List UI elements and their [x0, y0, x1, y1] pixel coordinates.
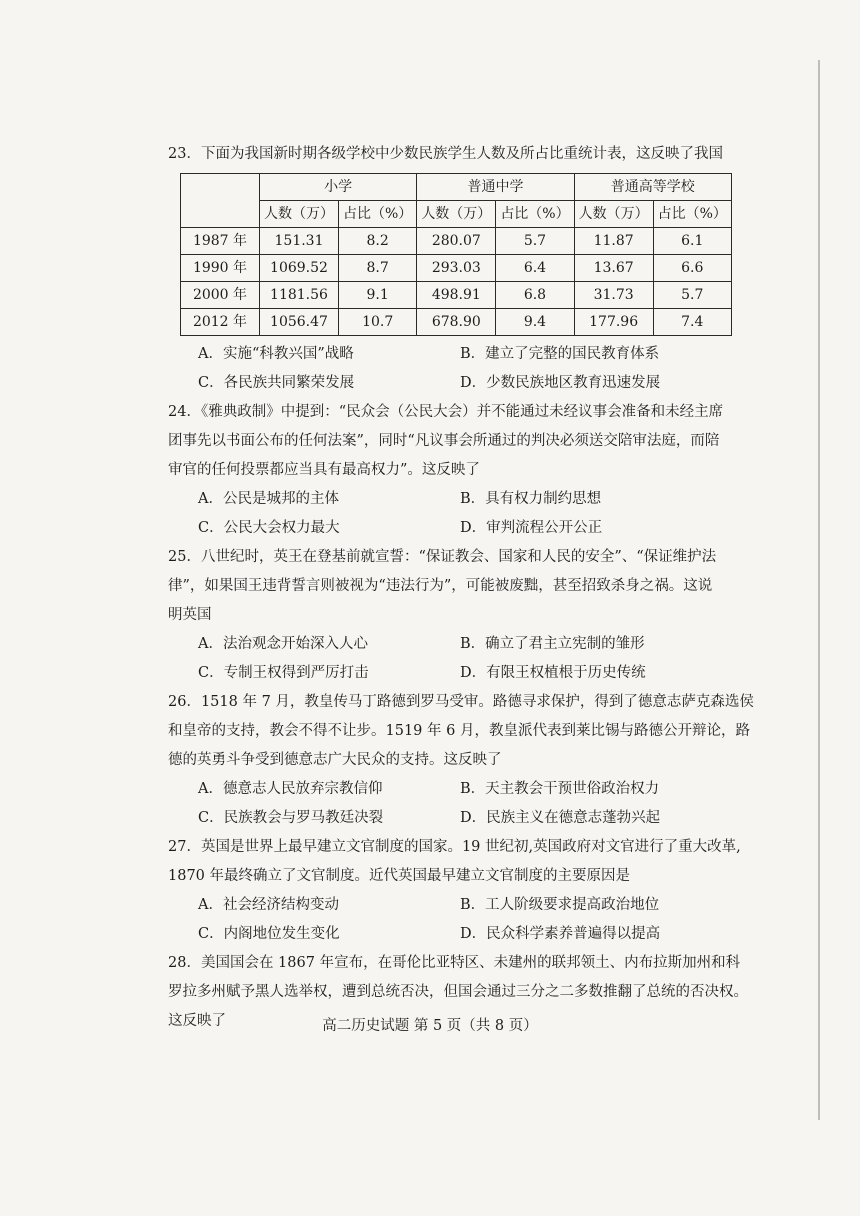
table-subheader: 人数（万）	[417, 201, 496, 228]
table-cell: 498.91	[417, 282, 496, 309]
q27-options	[198, 891, 748, 949]
q28-stem-line: 28．美国国会在 1867 年宣布，在哥伦比亚特区、未建州的联邦领土、内布拉斯加州和科	[168, 955, 741, 971]
option-d: D．少数民族地区教育迅速发展	[460, 375, 661, 391]
option-a: A．社会经济结构变动	[198, 897, 339, 913]
table-group-header: 普通中学	[417, 174, 574, 201]
q27-stem-line: 27．英国是世界上最早建立文官制度的国家。19 世纪初,英国政府对文官进行了重大改革,	[168, 839, 741, 855]
option-b: B．具有权力制约思想	[460, 491, 602, 507]
table-header-row	[181, 174, 732, 201]
table-cell: 177.96	[574, 309, 653, 336]
table-cell: 6.4	[496, 255, 574, 282]
table-cell: 1990 年	[181, 255, 260, 282]
page-edge-line	[818, 60, 820, 1120]
table-subheader-row	[181, 201, 732, 228]
q23-options	[198, 340, 748, 398]
q26-stem-line: 德的英勇斗争受到德意志广大民众的支持。这反映了	[168, 752, 502, 768]
table-cell: 31.73	[574, 282, 653, 309]
table-cell: 5.7	[653, 282, 731, 309]
table-subheader: 人数（万）	[260, 201, 339, 228]
q27-stem-line: 1870 年最终确立了文官制度。近代英国最早建立文官制度的主要原因是	[168, 868, 631, 884]
table-row	[181, 255, 732, 282]
questions-area	[168, 140, 754, 1036]
table-cell: 1056.47	[260, 309, 339, 336]
table-row	[181, 282, 732, 309]
table-row	[181, 309, 732, 336]
option-a: A．法治观念开始深入人心	[198, 636, 368, 652]
table-cell: 6.8	[496, 282, 574, 309]
table-cell: 6.1	[653, 228, 731, 255]
table-cell: 5.7	[496, 228, 574, 255]
table-cell: 6.6	[653, 255, 731, 282]
q28-stem-line: 罗拉多州赋予黑人选举权，遭到总统否决，但国会通过三分之二多数推翻了总统的否决权。	[168, 984, 748, 1000]
table-cell: 280.07	[417, 228, 496, 255]
option-c: C．民族教会与罗马教廷决裂	[198, 810, 384, 826]
option-c: C．专制王权得到严厉打击	[198, 665, 369, 681]
option-b: B．工人阶级要求提高政治地位	[460, 897, 660, 913]
q26-options	[198, 775, 748, 833]
table-cell: 13.67	[574, 255, 653, 282]
table-cell: 8.2	[339, 228, 417, 255]
table-cell: 9.4	[496, 309, 574, 336]
table-subheader: 占比（%）	[496, 201, 574, 228]
table-group-header: 小学	[260, 174, 417, 201]
q24-stem-line: 24．《雅典政制》中提到：“民众会（公民大会）并不能通过未经议事会准备和未经主席	[168, 404, 724, 420]
table-cell: 151.31	[260, 228, 339, 255]
table-cell: 9.1	[339, 282, 417, 309]
table-cell: 293.03	[417, 255, 496, 282]
option-b: B．建立了完整的国民教育体系	[460, 346, 660, 362]
page-footer: 高二历史试题 第 5 页（共 8 页）	[322, 1018, 538, 1034]
table-row	[181, 228, 732, 255]
q24-options	[198, 485, 748, 543]
q26-stem-line: 26．1518 年 7 月，教皇传马丁路德到罗马受审。路德寻求保护，得到了德意志萨克森选侯	[168, 694, 754, 710]
table-cell: 1181.56	[260, 282, 339, 309]
option-a: A．实施“科教兴国”战略	[198, 346, 354, 362]
table-cell: 1069.52	[260, 255, 339, 282]
table-cell: 678.90	[417, 309, 496, 336]
table-subheader: 占比（%）	[653, 201, 731, 228]
q26-stem-line: 和皇帝的支持，教会不得不让步。1519 年 6 月，教皇派代表到莱比锡与路德公开辩论，路	[168, 723, 750, 739]
q25-stem-line: 明英国	[168, 607, 212, 623]
q24-stem-line: 团事先以书面公布的任何法案”，同时“凡议事会所通过的判决必须送交陪审法庭，而陪	[168, 433, 720, 449]
option-a: A．德意志人民放弃宗教信仰	[198, 781, 383, 797]
option-d: D．有限王权植根于历史传统	[460, 665, 646, 681]
option-c: C．公民大会权力最大	[198, 520, 340, 536]
q25-stem-line: 25．八世纪时，英王在登基前就宣誓：“保证教会、国家和人民的安全”、“保证维护法	[168, 549, 717, 565]
q23-stem: 23．下面为我国新时期各级学校中少数民族学生人数及所占比重统计表，这反映了我国	[168, 146, 723, 162]
table-cell: 1987 年	[181, 228, 260, 255]
table-cell: 2012 年	[181, 309, 260, 336]
table-cell: 8.7	[339, 255, 417, 282]
option-c: C．内阁地位发生变化	[198, 926, 340, 942]
option-a: A．公民是城邦的主体	[198, 491, 339, 507]
q25-stem-line: 律”，如果国王违背誓言则被视为“违法行为”，可能被废黜，甚至招致杀身之祸。这说	[168, 578, 713, 594]
table-corner-cell	[181, 174, 260, 228]
table-cell: 7.4	[653, 309, 731, 336]
q28-stem-line: 这反映了	[168, 1013, 226, 1029]
q23-statistics-table	[180, 173, 732, 336]
table-group-header: 普通高等学校	[574, 174, 731, 201]
option-d: D．民众科学素养普遍得以提高	[460, 926, 661, 942]
table-cell: 11.87	[574, 228, 653, 255]
option-d: D．审判流程公开公正	[460, 520, 603, 536]
table-cell: 10.7	[339, 309, 417, 336]
table-subheader: 占比（%）	[339, 201, 417, 228]
option-b: B．确立了君主立宪制的雏形	[460, 636, 645, 652]
table-subheader: 人数（万）	[574, 201, 653, 228]
q25-options	[198, 630, 748, 688]
q24-stem-line: 审官的任何投票都应当具有最高权力”。这反映了	[168, 462, 480, 478]
option-c: C．各民族共同繁荣发展	[198, 375, 355, 391]
option-d: D．民族主义在德意志蓬勃兴起	[460, 810, 661, 826]
option-b: B．天主教会干预世俗政治权力	[460, 781, 660, 797]
table-cell: 2000 年	[181, 282, 260, 309]
